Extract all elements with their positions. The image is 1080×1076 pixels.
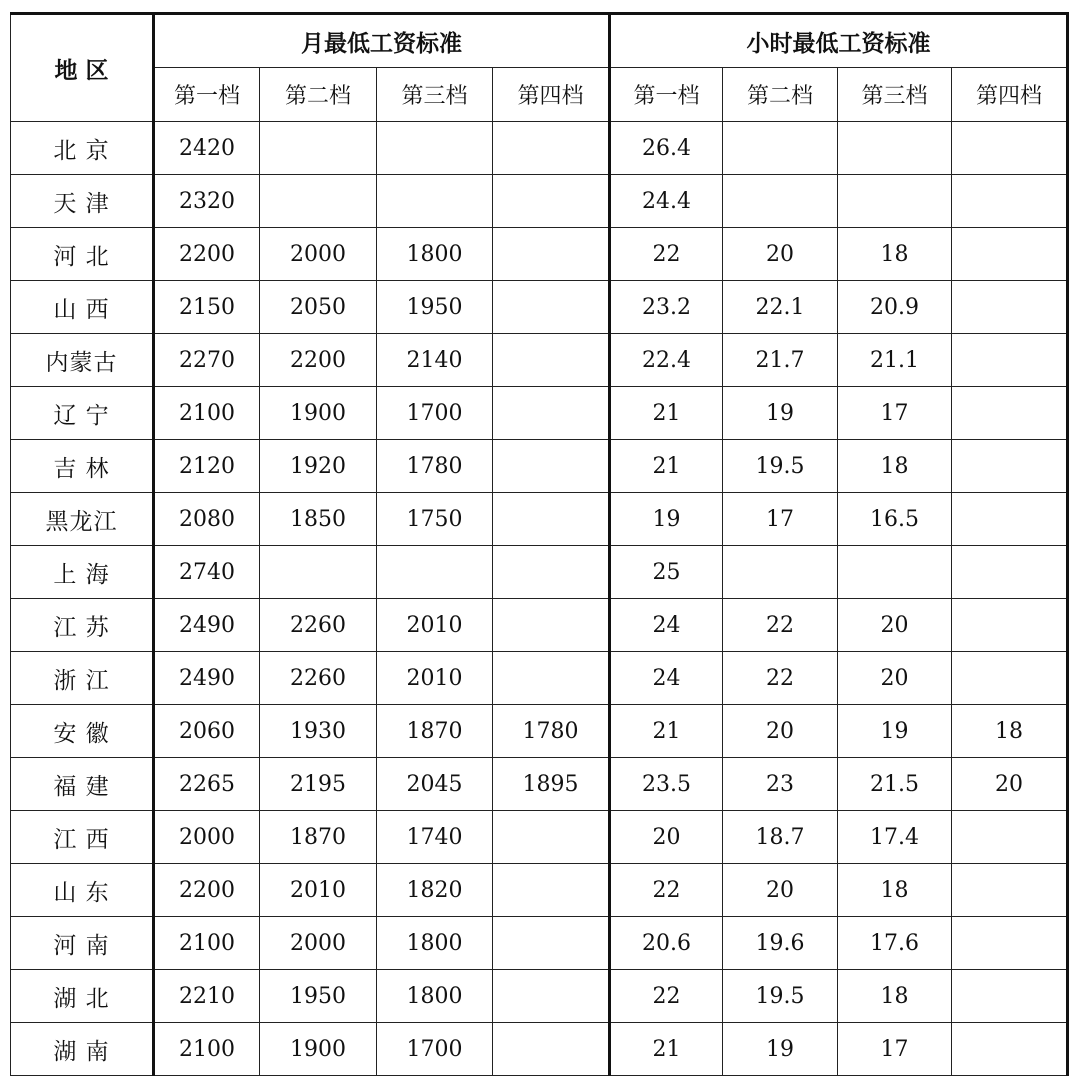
monthly-tier-1-cell: 2270	[154, 334, 260, 387]
monthly-tier-1-cell: 2320	[154, 175, 260, 228]
table-row	[11, 970, 1068, 1023]
monthly-tier-3-cell: 1820	[377, 864, 493, 917]
hourly-tier-2-cell: 22	[723, 599, 838, 652]
table-row	[11, 387, 1068, 440]
monthly-tier-4-cell	[493, 334, 610, 387]
monthly-tier-3-cell: 1800	[377, 970, 493, 1023]
monthly-tier-2-cell: 1900	[260, 1023, 377, 1076]
hourly-tier-3-cell: 18	[838, 440, 952, 493]
hourly-tier-4-cell	[952, 228, 1068, 281]
hourly-tier-3-cell	[838, 122, 952, 175]
monthly-tier-4-cell	[493, 599, 610, 652]
monthly-tier-3-cell: 1700	[377, 387, 493, 440]
hourly-tier-1-header: 第一档	[610, 68, 723, 122]
region-cell: 天 津	[11, 175, 154, 228]
hourly-tier-4-cell	[952, 440, 1068, 493]
monthly-tier-1-cell: 2060	[154, 705, 260, 758]
monthly-tier-3-cell: 2010	[377, 652, 493, 705]
monthly-tier-2-cell: 2050	[260, 281, 377, 334]
hourly-tier-3-cell: 20	[838, 652, 952, 705]
hourly-tier-1-cell: 22	[610, 970, 723, 1023]
hourly-tier-2-cell: 20	[723, 705, 838, 758]
monthly-tier-4-cell	[493, 546, 610, 599]
monthly-tier-4-cell	[493, 122, 610, 175]
hourly-tier-1-cell: 22	[610, 864, 723, 917]
hourly-tier-4-cell	[952, 1023, 1068, 1076]
monthly-tier-1-cell: 2490	[154, 652, 260, 705]
hourly-tier-3-cell	[838, 546, 952, 599]
monthly-tier-4-cell	[493, 387, 610, 440]
hourly-tier-1-cell: 22	[610, 228, 723, 281]
monthly-tier-4-cell: 1895	[493, 758, 610, 811]
hourly-tier-1-cell: 26.4	[610, 122, 723, 175]
hourly-tier-4-cell	[952, 493, 1068, 546]
monthly-tier-2-cell: 1900	[260, 387, 377, 440]
hourly-tier-2-cell	[723, 546, 838, 599]
hourly-tier-2-cell: 20	[723, 228, 838, 281]
minimum-wage-table	[10, 12, 1069, 1076]
table-row	[11, 864, 1068, 917]
hourly-tier-3-cell: 17.6	[838, 917, 952, 970]
table-row	[11, 493, 1068, 546]
hourly-tier-2-cell: 19	[723, 1023, 838, 1076]
hourly-tier-1-cell: 25	[610, 546, 723, 599]
hourly-tier-2-cell: 17	[723, 493, 838, 546]
region-cell: 江 苏	[11, 599, 154, 652]
monthly-tier-1-cell: 2265	[154, 758, 260, 811]
hourly-tier-1-cell: 22.4	[610, 334, 723, 387]
table-row	[11, 334, 1068, 387]
hourly-tier-3-cell: 18	[838, 228, 952, 281]
hourly-tier-4-cell	[952, 334, 1068, 387]
monthly-tier-1-cell: 2150	[154, 281, 260, 334]
monthly-tier-4-cell	[493, 228, 610, 281]
monthly-tier-1-cell: 2100	[154, 1023, 260, 1076]
table-row	[11, 652, 1068, 705]
monthly-tier-3-cell: 1870	[377, 705, 493, 758]
region-cell: 湖 南	[11, 1023, 154, 1076]
monthly-tier-2-cell: 1850	[260, 493, 377, 546]
hourly-tier-3-header: 第三档	[838, 68, 952, 122]
hourly-tier-2-cell: 21.7	[723, 334, 838, 387]
monthly-tier-1-cell: 2100	[154, 917, 260, 970]
region-cell: 湖 北	[11, 970, 154, 1023]
hourly-tier-2-cell: 19	[723, 387, 838, 440]
monthly-tier-1-cell: 2740	[154, 546, 260, 599]
hourly-tier-2-cell: 18.7	[723, 811, 838, 864]
monthly-tier-3-cell: 2045	[377, 758, 493, 811]
monthly-tier-2-cell: 2010	[260, 864, 377, 917]
monthly-tier-3-cell	[377, 122, 493, 175]
hourly-tier-2-cell: 23	[723, 758, 838, 811]
region-cell: 山 西	[11, 281, 154, 334]
hourly-tier-2-cell: 19.5	[723, 970, 838, 1023]
hourly-tier-4-header: 第四档	[952, 68, 1068, 122]
region-cell: 山 东	[11, 864, 154, 917]
hourly-tier-4-cell	[952, 281, 1068, 334]
monthly-tier-3-cell: 1800	[377, 917, 493, 970]
monthly-tier-2-cell: 2000	[260, 917, 377, 970]
monthly-tier-4-cell	[493, 811, 610, 864]
hourly-tier-1-cell: 24	[610, 652, 723, 705]
table-row	[11, 917, 1068, 970]
monthly-tier-3-header: 第三档	[377, 68, 493, 122]
region-cell: 河 南	[11, 917, 154, 970]
monthly-tier-2-cell: 2260	[260, 599, 377, 652]
hourly-tier-4-cell	[952, 811, 1068, 864]
monthly-tier-2-cell	[260, 546, 377, 599]
monthly-tier-1-header: 第一档	[154, 68, 260, 122]
monthly-tier-4-cell	[493, 917, 610, 970]
hourly-tier-4-cell	[952, 652, 1068, 705]
region-cell: 北 京	[11, 122, 154, 175]
hourly-tier-2-header: 第二档	[723, 68, 838, 122]
monthly-tier-3-cell	[377, 546, 493, 599]
hourly-tier-4-cell	[952, 917, 1068, 970]
monthly-tier-3-cell: 1800	[377, 228, 493, 281]
hourly-tier-2-cell: 19.6	[723, 917, 838, 970]
monthly-tier-3-cell: 1780	[377, 440, 493, 493]
table-row	[11, 758, 1068, 811]
monthly-tier-3-cell: 1750	[377, 493, 493, 546]
monthly-tier-3-cell: 1950	[377, 281, 493, 334]
region-cell: 黑龙江	[11, 493, 154, 546]
monthly-tier-4-cell	[493, 281, 610, 334]
hourly-tier-3-cell: 20	[838, 599, 952, 652]
table-body	[11, 122, 1068, 1076]
table-row	[11, 440, 1068, 493]
monthly-tier-1-cell: 2200	[154, 864, 260, 917]
region-cell: 河 北	[11, 228, 154, 281]
region-cell: 吉 林	[11, 440, 154, 493]
monthly-standard-header: 月最低工资标准	[154, 14, 610, 68]
monthly-tier-4-cell	[493, 864, 610, 917]
monthly-tier-4-cell	[493, 493, 610, 546]
monthly-tier-2-cell: 1870	[260, 811, 377, 864]
hourly-tier-2-cell: 22	[723, 652, 838, 705]
region-cell: 内蒙古	[11, 334, 154, 387]
table-row	[11, 1023, 1068, 1076]
hourly-tier-1-cell: 21	[610, 387, 723, 440]
table-row	[11, 175, 1068, 228]
monthly-tier-1-cell: 2420	[154, 122, 260, 175]
hourly-tier-3-cell: 21.5	[838, 758, 952, 811]
monthly-tier-4-cell	[493, 652, 610, 705]
hourly-tier-1-cell: 23.5	[610, 758, 723, 811]
hourly-tier-2-cell: 22.1	[723, 281, 838, 334]
region-cell: 福 建	[11, 758, 154, 811]
hourly-tier-1-cell: 24	[610, 599, 723, 652]
monthly-tier-2-cell	[260, 122, 377, 175]
monthly-tier-4-cell	[493, 1023, 610, 1076]
region-cell: 江 西	[11, 811, 154, 864]
table-row	[11, 811, 1068, 864]
hourly-tier-2-cell: 20	[723, 864, 838, 917]
monthly-tier-3-cell: 1700	[377, 1023, 493, 1076]
monthly-tier-3-cell: 2010	[377, 599, 493, 652]
region-cell: 辽 宁	[11, 387, 154, 440]
monthly-tier-1-cell: 2490	[154, 599, 260, 652]
hourly-tier-3-cell: 17	[838, 1023, 952, 1076]
hourly-tier-4-cell	[952, 387, 1068, 440]
hourly-standard-header: 小时最低工资标准	[610, 14, 1068, 68]
hourly-tier-3-cell: 16.5	[838, 493, 952, 546]
hourly-tier-4-cell	[952, 175, 1068, 228]
hourly-tier-2-cell: 19.5	[723, 440, 838, 493]
monthly-tier-3-cell	[377, 175, 493, 228]
hourly-tier-4-cell	[952, 122, 1068, 175]
monthly-tier-2-cell: 2200	[260, 334, 377, 387]
hourly-tier-1-cell: 19	[610, 493, 723, 546]
hourly-tier-1-cell: 20	[610, 811, 723, 864]
hourly-tier-3-cell: 18	[838, 970, 952, 1023]
hourly-tier-3-cell: 17	[838, 387, 952, 440]
hourly-tier-3-cell: 21.1	[838, 334, 952, 387]
hourly-tier-3-cell: 19	[838, 705, 952, 758]
monthly-tier-4-cell	[493, 175, 610, 228]
region-header: 地 区	[11, 14, 154, 122]
hourly-tier-3-cell: 17.4	[838, 811, 952, 864]
table-row	[11, 228, 1068, 281]
hourly-tier-3-cell: 18	[838, 864, 952, 917]
monthly-tier-4-cell: 1780	[493, 705, 610, 758]
monthly-tier-2-cell	[260, 175, 377, 228]
monthly-tier-2-cell: 1950	[260, 970, 377, 1023]
monthly-tier-1-cell: 2120	[154, 440, 260, 493]
hourly-tier-4-cell	[952, 864, 1068, 917]
hourly-tier-4-cell	[952, 546, 1068, 599]
monthly-tier-2-cell: 2000	[260, 228, 377, 281]
region-cell: 上 海	[11, 546, 154, 599]
monthly-tier-3-cell: 2140	[377, 334, 493, 387]
region-cell: 安 徽	[11, 705, 154, 758]
monthly-tier-2-cell: 2195	[260, 758, 377, 811]
monthly-tier-1-cell: 2100	[154, 387, 260, 440]
monthly-tier-2-header: 第二档	[260, 68, 377, 122]
hourly-tier-4-cell: 18	[952, 705, 1068, 758]
monthly-tier-3-cell: 1740	[377, 811, 493, 864]
monthly-tier-4-cell	[493, 970, 610, 1023]
hourly-tier-1-cell: 21	[610, 705, 723, 758]
monthly-tier-2-cell: 2260	[260, 652, 377, 705]
monthly-tier-2-cell: 1920	[260, 440, 377, 493]
monthly-tier-4-header: 第四档	[493, 68, 610, 122]
monthly-tier-1-cell: 2080	[154, 493, 260, 546]
hourly-tier-4-cell: 20	[952, 758, 1068, 811]
hourly-tier-1-cell: 23.2	[610, 281, 723, 334]
table-row	[11, 599, 1068, 652]
hourly-tier-4-cell	[952, 970, 1068, 1023]
hourly-tier-1-cell: 24.4	[610, 175, 723, 228]
region-cell: 浙 江	[11, 652, 154, 705]
monthly-tier-1-cell: 2200	[154, 228, 260, 281]
hourly-tier-1-cell: 21	[610, 440, 723, 493]
monthly-tier-1-cell: 2210	[154, 970, 260, 1023]
table-row	[11, 122, 1068, 175]
table-row	[11, 281, 1068, 334]
hourly-tier-3-cell	[838, 175, 952, 228]
monthly-tier-1-cell: 2000	[154, 811, 260, 864]
hourly-tier-4-cell	[952, 599, 1068, 652]
table-row	[11, 546, 1068, 599]
hourly-tier-1-cell: 21	[610, 1023, 723, 1076]
hourly-tier-3-cell: 20.9	[838, 281, 952, 334]
hourly-tier-1-cell: 20.6	[610, 917, 723, 970]
hourly-tier-2-cell	[723, 175, 838, 228]
table-row	[11, 705, 1068, 758]
monthly-tier-2-cell: 1930	[260, 705, 377, 758]
hourly-tier-2-cell	[723, 122, 838, 175]
monthly-tier-4-cell	[493, 440, 610, 493]
